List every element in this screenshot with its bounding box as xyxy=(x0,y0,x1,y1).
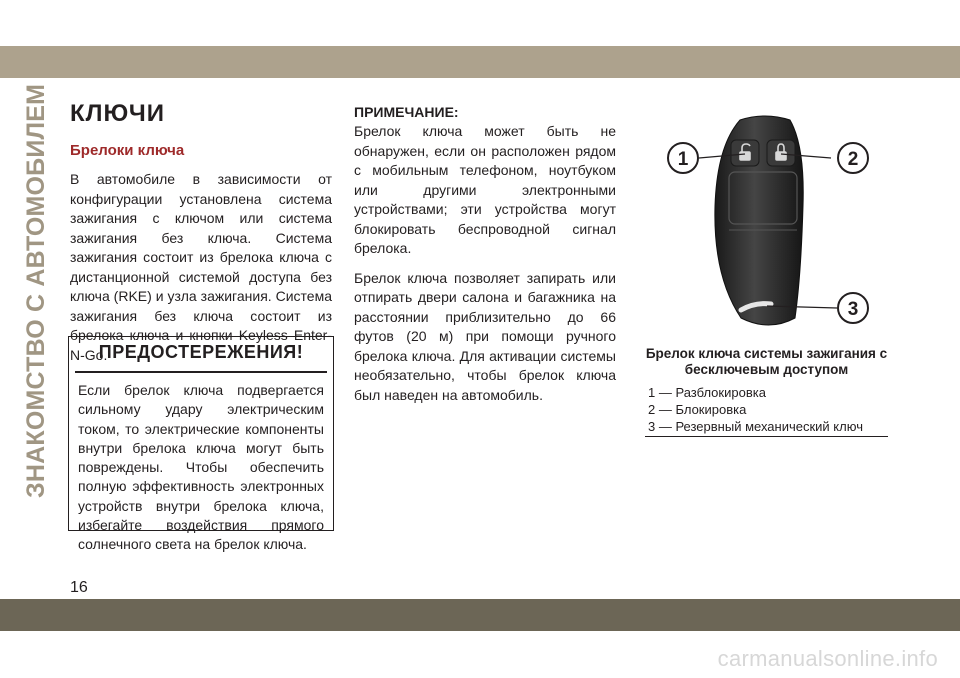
section-title: КЛЮЧИ xyxy=(70,100,166,127)
page-number: 16 xyxy=(70,579,88,596)
figure-legend xyxy=(648,384,888,435)
callout-2-label: 2 xyxy=(847,149,859,170)
range-paragraph: Брелок ключа позволяет запирать или отпирать двери салона и багажника на расстоянии приблизительно до 66 футов (20 м) при помощи ручного брелока ключа. Для активации системы необязательно, чтобы брелок ключа был наведен на автомобиль. xyxy=(354,269,616,403)
legend-divider xyxy=(645,436,888,437)
intro-paragraph: В автомобиле в зависимости от конфигурации установлена система зажигания с ключом или система зажигания без ключа. Система зажигания состоит из брелока ключа с дистанционной системой доступа без ключа (RKE) и узла зажигания. Система зажигания без ключа состоит из брелока ключа и кнопки Keyless Enter-N-Go. xyxy=(70,171,332,363)
warning-text: Если брелок ключа подвергается сильному удару электрическим током, то электрические компоненты внутри брелока ключа могут быть повреждены. Чтобы обеспечить полную эффективность электронных устройств внутри брелока ключа, избегайте воздействия прямого солнечного света на брелок ключа. xyxy=(78,382,324,553)
key-fob-figure xyxy=(645,106,888,338)
footer-watermark[interactable]: carmanualsonline.info xyxy=(717,646,938,671)
callout-1-label: 1 xyxy=(677,149,689,170)
legend-item-unlock: 1 — Разблокировка xyxy=(648,385,766,400)
section-subheading: Брелоки ключа xyxy=(70,142,185,159)
callout-3-label: 3 xyxy=(847,299,859,320)
middle-column xyxy=(354,104,616,405)
legend-item-spare-key: 3 — Резервный механический ключ xyxy=(648,419,863,434)
note-text: Брелок ключа может быть не обнаружен, если он расположен рядом с мобильным телефоном, ноутбуком или другими электронными устройствами; эти устройства могут блокировать беспроводной сигнал брелока. xyxy=(354,123,616,256)
footer-band xyxy=(0,599,960,631)
figure-caption: Брелок ключа системы зажигания с бесключевым доступом xyxy=(645,346,888,377)
warning-title: ПРЕДОСТЕРЕЖЕНИЯ! xyxy=(98,342,304,362)
key-fob-illustration xyxy=(645,106,888,338)
note-heading: ПРИМЕЧАНИЕ: xyxy=(354,104,459,120)
left-column xyxy=(70,100,332,365)
side-chapter-title: ЗНАКОМСТВО С АВТОМОБИЛЕМ xyxy=(22,83,50,498)
warning-box xyxy=(68,336,334,553)
header-band xyxy=(0,46,960,78)
legend-item-lock: 2 — Блокировка xyxy=(648,402,747,417)
warning-divider xyxy=(75,371,327,373)
